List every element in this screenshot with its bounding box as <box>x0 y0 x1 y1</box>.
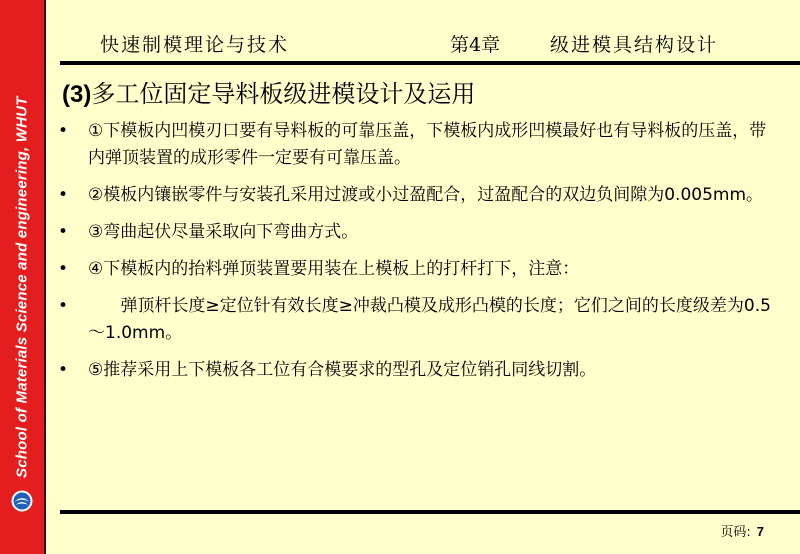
bullet-icon: • <box>58 121 69 141</box>
bullet-icon: • <box>58 296 69 316</box>
school-name: School of Materials Science and engineering, WHUT <box>13 96 31 478</box>
header-divider <box>60 61 800 65</box>
list-item <box>56 256 772 283</box>
bullet-icon: • <box>58 185 69 205</box>
section-number: (3) <box>62 81 92 108</box>
chapter-label: 第4章 <box>450 34 501 56</box>
list-item <box>56 357 772 384</box>
list-item <box>56 118 772 172</box>
bullet-list <box>56 118 772 394</box>
list-item <box>56 182 772 209</box>
chapter-title: 级进模具结构设计 <box>550 34 719 56</box>
bullet-icon: • <box>58 259 69 279</box>
list-item-text: ②模板内镶嵌零件与安装孔采用过渡或小过盈配合，过盈配合的双边负间隙为0.005mm。 <box>88 185 764 205</box>
list-item-text: 弹顶杆长度≥定位针有效长度≥冲裁凸模及成形凸模的长度；它们之间的长度级差为0.5～1.0mm。 <box>88 296 771 343</box>
sidebar <box>0 0 46 554</box>
bullet-icon: • <box>58 360 69 380</box>
list-item-text: ⑤推荐采用上下模板各工位有合模要求的型孔及定位销孔同线切割。 <box>88 360 597 380</box>
list-item <box>56 219 772 246</box>
university-logo-icon <box>11 490 33 512</box>
list-item <box>56 293 772 347</box>
footer-divider <box>60 510 800 514</box>
section-title <box>62 74 475 109</box>
slide-header <box>44 0 800 64</box>
page-number: 7 <box>756 524 764 539</box>
list-item-text: ③弯曲起伏尽量采取向下弯曲方式。 <box>88 222 359 242</box>
list-item-text: ④下模板内的抬料弹顶装置要用装在上模板上的打杆打下，注意： <box>88 259 580 279</box>
page-footer <box>720 521 764 540</box>
section-title-text: 多工位固定导料板级进模设计及运用 <box>91 80 476 108</box>
list-item-text: ①下模板内凹模刃口要有导料板的可靠压盖，下模板内成形凹模最好也有导料板的压盖，带内弹顶装置的成形零件一定要有可靠压盖。 <box>88 121 767 168</box>
page-label: 页码: <box>720 525 751 540</box>
bullet-icon: • <box>58 222 69 242</box>
course-title: 快速制模理论与技术 <box>100 34 290 56</box>
